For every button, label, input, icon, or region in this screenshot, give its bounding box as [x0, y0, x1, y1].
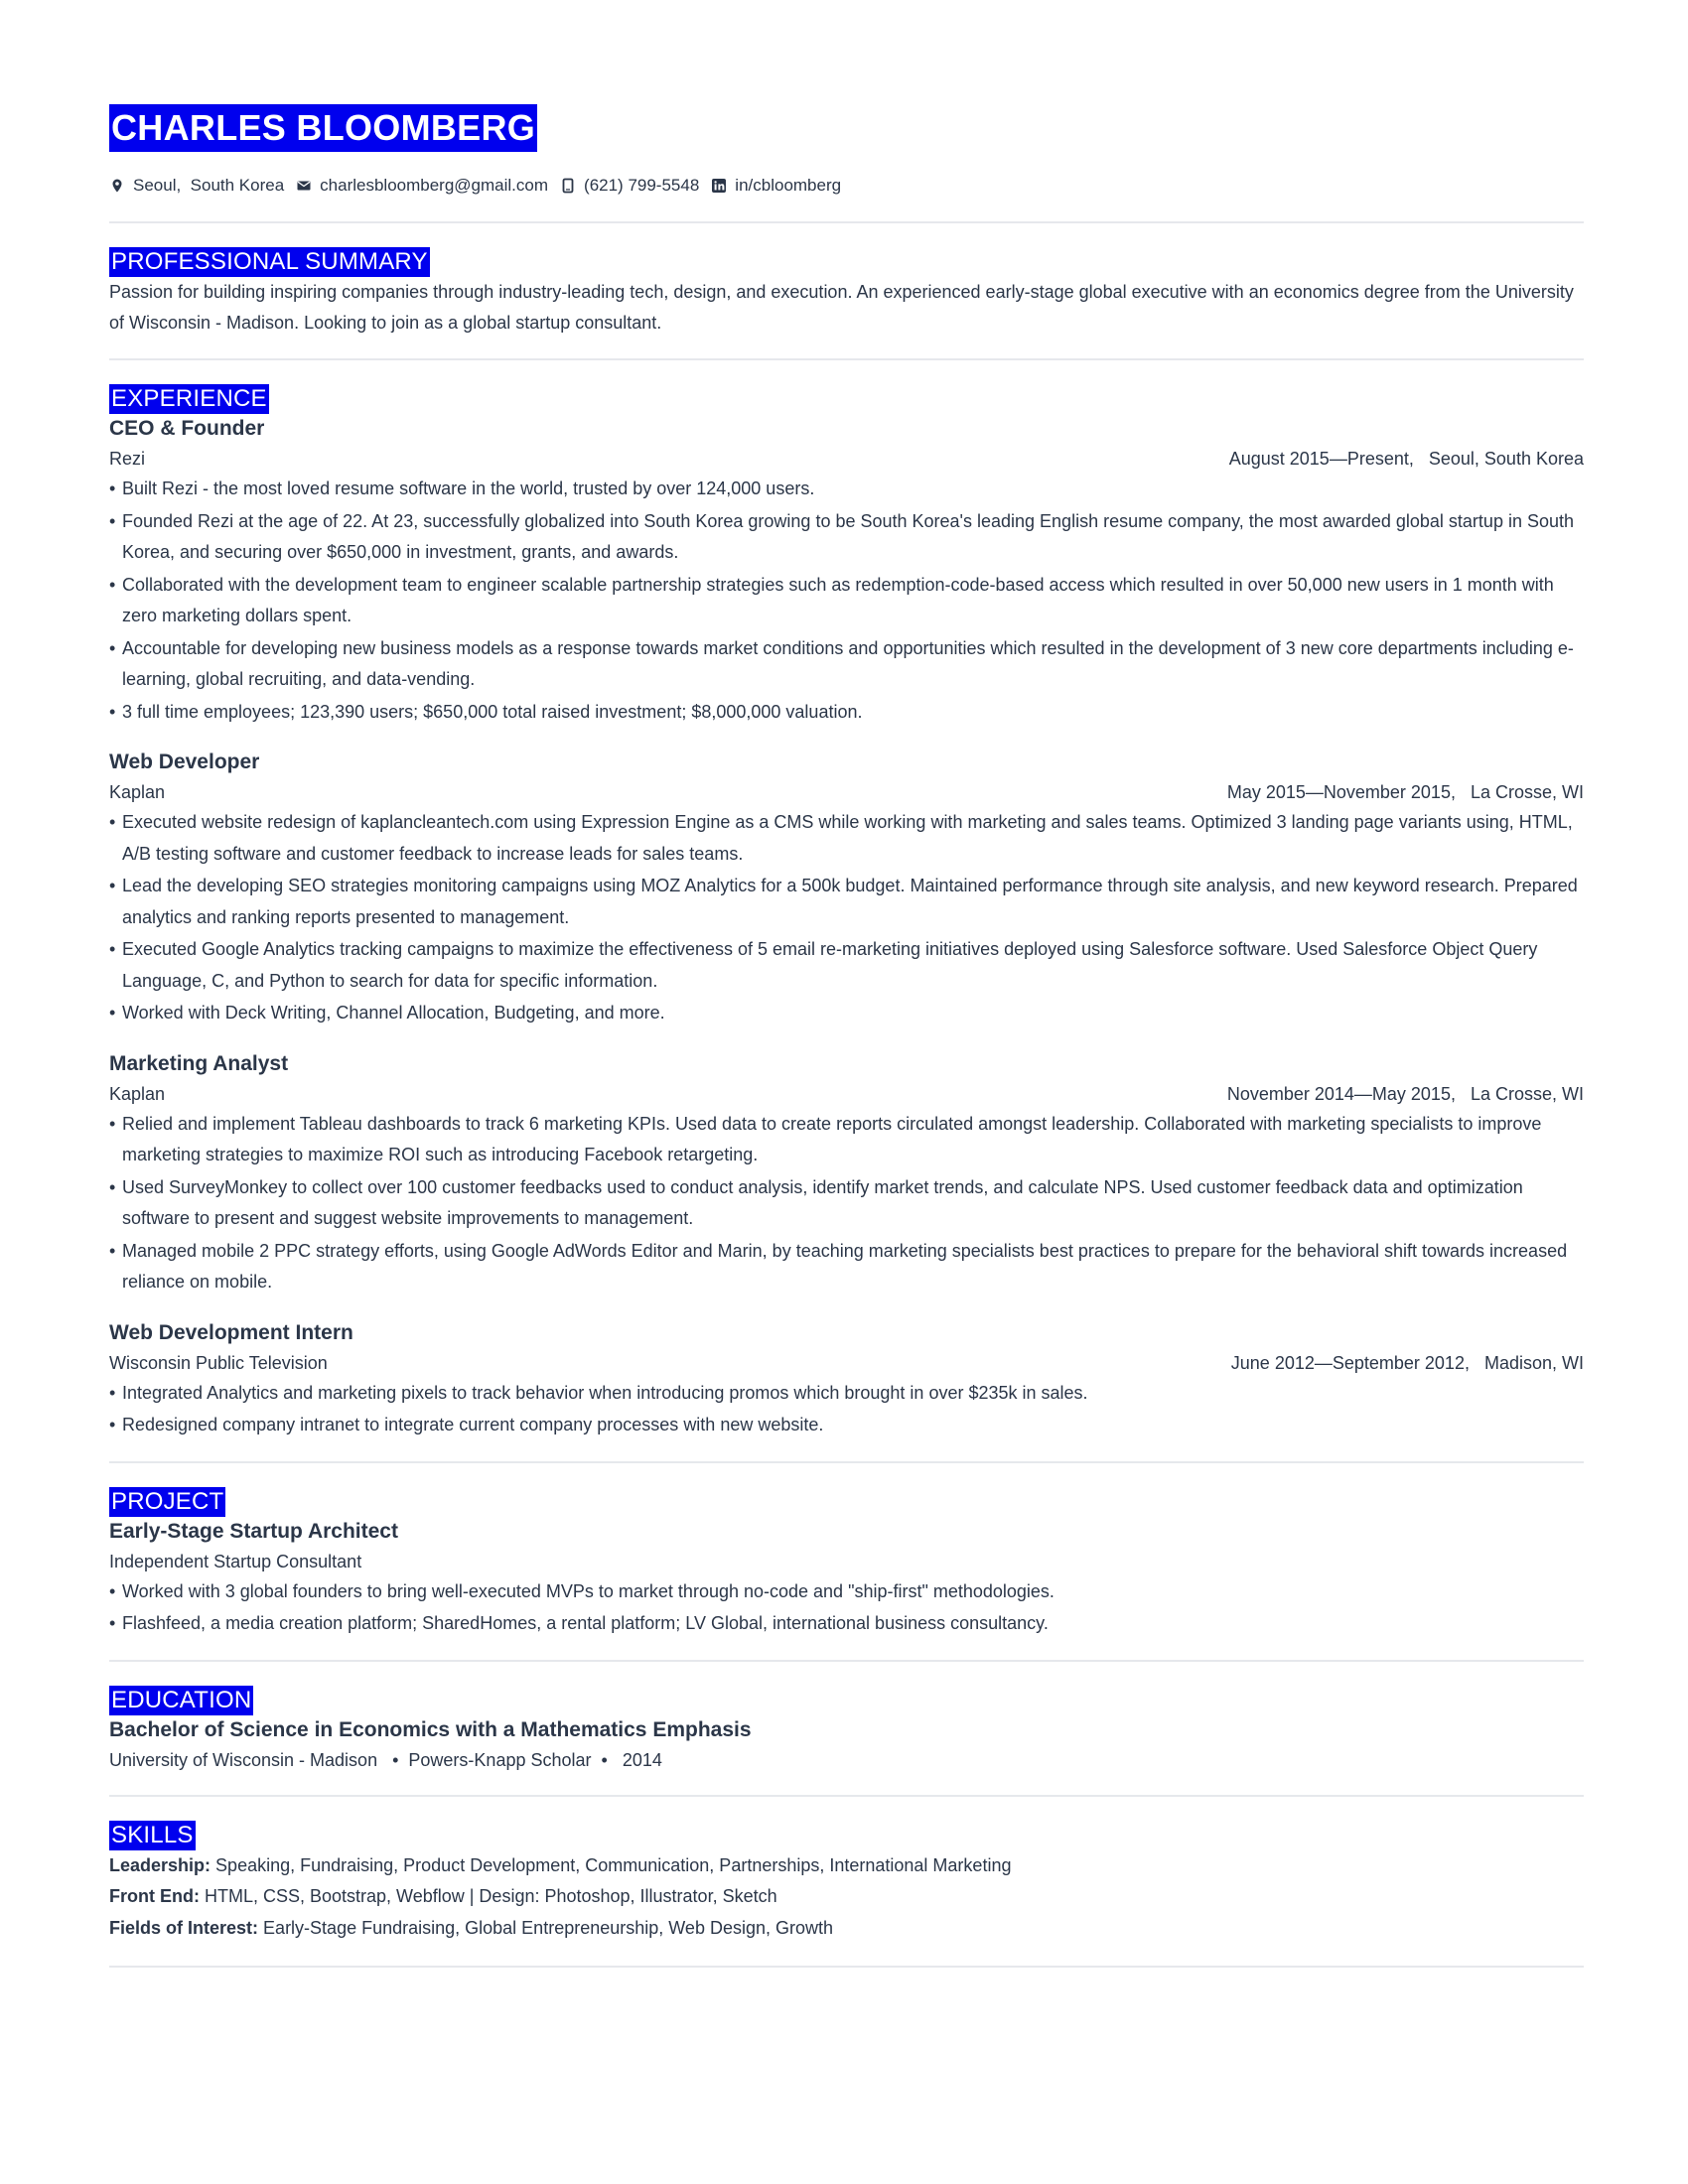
contact-linkedin[interactable] [711, 176, 841, 196]
summary-text: Passion for building inspiring companies through industry-leading tech, design, and execution. An experienced early-stage global executive with an economics degree from the University of Wisconsin - Madison. Looking to join as a global startup consultant. [109, 282, 1574, 333]
bullet-item: • Collaborated with the development team to engineer scalable partnership strategies such as redemption-code-based access which resulted in over 50,000 new users in 1 month with zero marketing dollars spent. [109, 570, 1584, 632]
skill-label: Fields of Interest: [109, 1917, 259, 1938]
job-company: Rezi [109, 449, 146, 469]
job-meta [109, 777, 1584, 807]
degree-title: Bachelor of Science in Economics with a Mathematics Emphasis [109, 1717, 752, 1741]
job-title: Marketing Analyst [109, 1051, 289, 1075]
location-city: Seoul, [133, 176, 182, 195]
honor-text: Powers-Knapp Scholar [408, 1749, 592, 1770]
education-section [109, 1686, 1584, 1775]
section-divider [109, 1461, 1584, 1463]
contact-info [109, 174, 1584, 198]
job-company: Kaplan [109, 782, 166, 802]
skills-section [109, 1821, 1584, 1945]
job-meta [109, 1348, 1584, 1378]
summary-heading: PROFESSIONAL SUMMARY [111, 248, 428, 275]
skill-line [109, 1881, 1584, 1913]
candidate-name: CHARLES BLOOMBERG [109, 104, 537, 152]
email-text: charlesbloomberg@gmail.com [320, 176, 549, 195]
job-company: Kaplan [109, 1083, 166, 1104]
bullet-item: • Managed mobile 2 PPC strategy efforts, using Google AdWords Editor and Marin, by teaching marketing specialists best practices to prepare for the behavioral shift towards increased reliance on mobile. [109, 1236, 1584, 1298]
project-bullets [109, 1576, 1584, 1640]
phone-text: (621) 799-5548 [584, 176, 700, 195]
job-title: Web Development Intern [109, 1320, 353, 1344]
job-meta [109, 444, 1584, 474]
skill-line [109, 1850, 1584, 1882]
job-bullets [109, 1109, 1584, 1298]
section-divider [109, 1660, 1584, 1662]
school-name: University of Wisconsin - Madison [109, 1749, 378, 1770]
skill-text: Early-Stage Fundraising, Global Entrepreneurship, Web Design, Growth [263, 1917, 833, 1938]
bullet-item: • Integrated Analytics and marketing pixels to track behavior when introducing promos which brought in over $235k in sales. [109, 1378, 1584, 1410]
experience-section [109, 384, 1584, 1441]
section-divider [109, 358, 1584, 360]
bullet-item: • Flashfeed, a media creation platform; SharedHomes, a rental platform; LV Global, international business consultancy. [109, 1608, 1584, 1640]
linkedin-icon [711, 178, 727, 194]
bullet-item: • Worked with Deck Writing, Channel Allocation, Budgeting, and more. [109, 998, 1584, 1029]
job-entry [109, 1049, 1584, 1298]
section-divider [109, 1795, 1584, 1797]
skills-heading: SKILLS [111, 1821, 194, 1848]
resume-content [109, 104, 1584, 1968]
contact-email[interactable] [296, 176, 548, 196]
skill-text: Speaking, Fundraising, Product Development, Communication, Partnerships, International Marketing [215, 1854, 1012, 1875]
skill-line [109, 1913, 1584, 1945]
job-date-location [1231, 1348, 1584, 1378]
envelope-icon [296, 178, 312, 194]
job-bullets [109, 807, 1584, 1029]
experience-heading: EXPERIENCE [111, 385, 267, 412]
contact-location [109, 176, 284, 196]
skill-text: HTML, CSS, Bootstrap, Webflow | Design: Photoshop, Illustrator, Sketch [205, 1886, 777, 1906]
education-heading: EDUCATION [111, 1686, 252, 1713]
job-dates: June 2012—September 2012, [1230, 1352, 1470, 1373]
project-heading: PROJECT [111, 1487, 224, 1515]
job-date-location [1227, 777, 1584, 807]
bullet-item: • Redesigned company intranet to integrate current company processes with new website. [109, 1410, 1584, 1441]
section-divider [109, 221, 1584, 223]
summary-section [109, 247, 1584, 339]
job-location: Madison, WI [1483, 1352, 1584, 1373]
bullet-item: • Worked with 3 global founders to bring well-executed MVPs to market through no-code and "ship-first" methodologies. [109, 1576, 1584, 1608]
location-country: South Korea [190, 176, 285, 195]
job-entry [109, 414, 1584, 728]
job-location: La Crosse, WI [1470, 782, 1584, 802]
project-role: Independent Startup Consultant [109, 1551, 362, 1571]
skill-label: Leadership: [109, 1854, 211, 1875]
job-title: CEO & Founder [109, 417, 265, 440]
project-section [109, 1487, 1584, 1640]
linkedin-text: in/cbloomberg [735, 176, 842, 195]
bullet-item: • Founded Rezi at the age of 22. At 23, successfully globalized into South Korea growing to be South Korea's leading English resume company, the most awarded global startup in South Korea, and securing over $650,000 in investment, grants, and awards. [109, 506, 1584, 569]
section-divider [109, 1966, 1584, 1968]
job-entry [109, 748, 1584, 1029]
bullet-item: • Used SurveyMonkey to collect over 100 customer feedbacks used to conduct analysis, identify market trends, and calculate NPS. Used customer feedback data and optimization software to present and suggest website improvements to management. [109, 1172, 1584, 1235]
bullet-item: • Executed Google Analytics tracking campaigns to maximize the effectiveness of 5 email re-marketing initiatives deployed using Salesforce software. Used Salesforce Object Query Language, C, and Python to search for data for specific information. [109, 934, 1584, 997]
skill-label: Front End: [109, 1886, 200, 1906]
contact-phone[interactable] [560, 176, 699, 196]
bullet-item: • Lead the developing SEO strategies monitoring campaigns using MOZ Analytics for a 500k budget. Maintained performance through site analysis, and new keyword research. Prepared analytics and ranking reports presented to management. [109, 871, 1584, 933]
job-company: Wisconsin Public Television [109, 1352, 328, 1373]
education-details: University of Wisconsin - Madison • Powers-Knapp Scholar • 2014 [109, 1749, 662, 1770]
job-date-location [1227, 1079, 1584, 1109]
location-pin-icon [109, 178, 125, 194]
job-title: Web Developer [109, 751, 260, 773]
job-entry [109, 1318, 1584, 1441]
project-title: Early-Stage Startup Architect [109, 1519, 398, 1543]
job-dates: May 2015—November 2015, [1226, 782, 1456, 802]
resume-header [109, 104, 1584, 198]
graduation-year: 2014 [622, 1749, 662, 1770]
bullet-item: • Executed website redesign of kaplancleantech.com using Expression Engine as a CMS while working with marketing and sales teams. Optimized 3 landing page variants using, HTML, A/B testing software and customer feedback to increase leads for sales teams. [109, 807, 1584, 870]
job-bullets [109, 474, 1584, 728]
bullet-item: • 3 full time employees; 123,390 users; $650,000 total raised investment; $8,000,000 valuation. [109, 697, 1584, 729]
job-meta [109, 1079, 1584, 1109]
job-location: Seoul, South Korea [1428, 449, 1584, 469]
job-dates: August 2015—Present, [1228, 449, 1414, 469]
job-dates: November 2014—May 2015, [1226, 1083, 1456, 1104]
bullet-item: • Relied and implement Tableau dashboards to track 6 marketing KPIs. Used data to create reports circulated amongst leadership. Collaborated with marketing specialists to improve marketing strategies to maximize ROI such as introducing Facebook retargeting. [109, 1109, 1584, 1171]
job-bullets [109, 1378, 1584, 1441]
job-location: La Crosse, WI [1470, 1083, 1584, 1104]
phone-icon [560, 178, 576, 194]
bullet-item: • Accountable for developing new business models as a response towards market conditions and opportunities which resulted in the development of 3 new core departments including e-learning, global recruiting, and data-vending. [109, 633, 1584, 696]
bullet-item: • Built Rezi - the most loved resume software in the world, trusted by over 124,000 users. [109, 474, 1584, 505]
project-meta [109, 1547, 1584, 1576]
job-date-location [1229, 444, 1584, 474]
